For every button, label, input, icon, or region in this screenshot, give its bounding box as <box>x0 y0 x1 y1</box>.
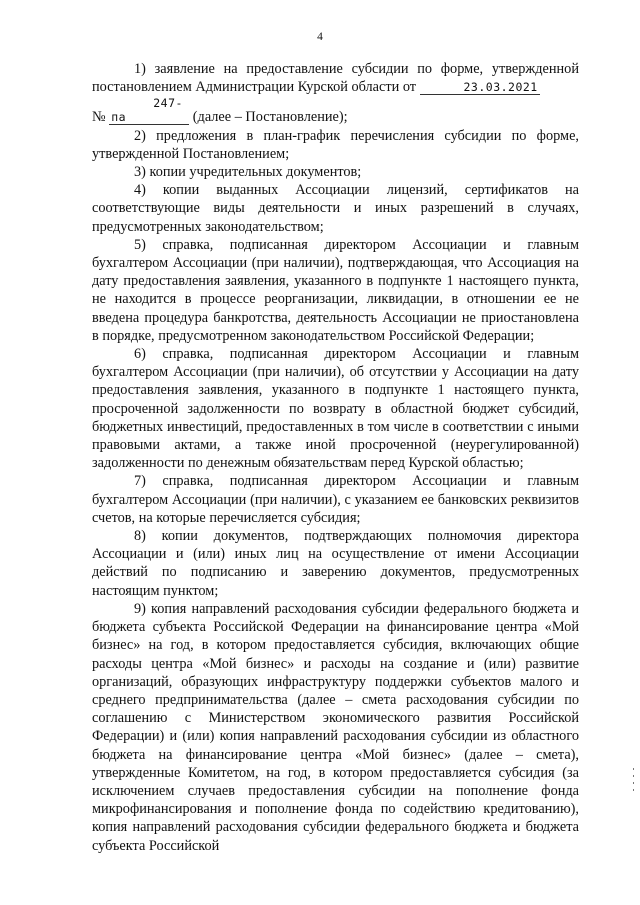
document-body <box>92 60 579 855</box>
paragraph-item-1 <box>92 60 579 127</box>
page-number: 4 <box>317 31 323 43</box>
paragraph-item-8: 8) копии документов, подтверждающих полномочия директора Ассоциации и (или) иных лиц на осуществление от имени Ассоциации действий по подписанию и заверению документов, предусмотренных настоящим пунктом; <box>92 528 579 599</box>
number-field: 247-па <box>109 96 189 125</box>
paragraph-item-5: 5) справка, подписанная директором Ассоциации и главным бухгалтером Ассоциации (при наличии), подтверждающая, что Ассоциация на дату предоставления заявления, указанного в подпункте 1 настоящего пункта, не находится в процессе реорганизации, ликвидации, в отношении ее не введена процедура банкротства, деятельность Ассоциации не приостановлена в порядке, предусмотренном законодательством Российской Федерации; <box>92 236 579 344</box>
paragraph-item-7: 7) справка, подписанная директором Ассоциации и главным бухгалтером Ассоциации (при наличии), с указанием ее банковских реквизитов счетов, на которые перечисляется субсидия; <box>92 473 579 526</box>
item1-no-label: № <box>92 109 110 126</box>
item1-text-a: 1) заявление на предоставление субсидии по форме, утвержденной постановлением Администрации Курской области от <box>92 61 579 96</box>
paragraph-item-4: 4) копии выданных Ассоциации лицензий, сертификатов на соответствующие виды деятельности и иных разрешений в случаях, предусмотренных законодательством; <box>92 182 579 235</box>
paragraph-item-6: 6) справка, подписанная директором Ассоциации и главным бухгалтером Ассоциации (при наличии), об отсутствии у Ассоциации на дату предоставления заявления, указанного в подпункте 1 настоящего пункта, просроченной задолженности по возврату в областной бюджет субсидий, бюджетных инвестиций, предоставленных в том числе в соответствии с иными правовыми актами, а также иной просроченной (неурегулированной) задолженности по денежным обязательствам перед Курской областью; <box>92 346 579 472</box>
paragraph-item-2: 2) предложения в план-график перечисления субсидии по форме, утвержденной Постановлением; <box>92 127 579 162</box>
item1-text-b: (далее – Постановление); <box>189 109 348 126</box>
paragraph-item-3: 3) копии учредительных документов; <box>134 164 362 181</box>
date-field: 23.03.2021 <box>420 80 540 95</box>
scan-margin-mark <box>633 768 634 791</box>
paragraph-item-9: 9) копия направлений расходования субсидии федерального бюджета и бюджета субъекта Российской Федерации на финансирование центра «Мой бизнес» на год, в котором предоставляется субсидия, включающих общие расходы центра «Мой бизнес» и расходы на создание и (или) развитие организаций, образующих инфраструктуру поддержки субъектов малого и среднего предпринимательства (далее – смета расходования субсидии по соглашению с Министерством экономического развития Российской Федерации) и (или) копия направлений расходования субсидии из областного бюджета на финансирование центра «Мой бизнес» (далее – смета), утвержденные Комитетом, на год, в котором предоставляется субсидия (за исключением случаев предоставления субсидии на пополнение фонда микрофинансирования и пополнение фонда по содействию кредитованию), копия направлений расходования субсидии федерального бюджета и бюджета субъекта Российской <box>92 600 579 854</box>
